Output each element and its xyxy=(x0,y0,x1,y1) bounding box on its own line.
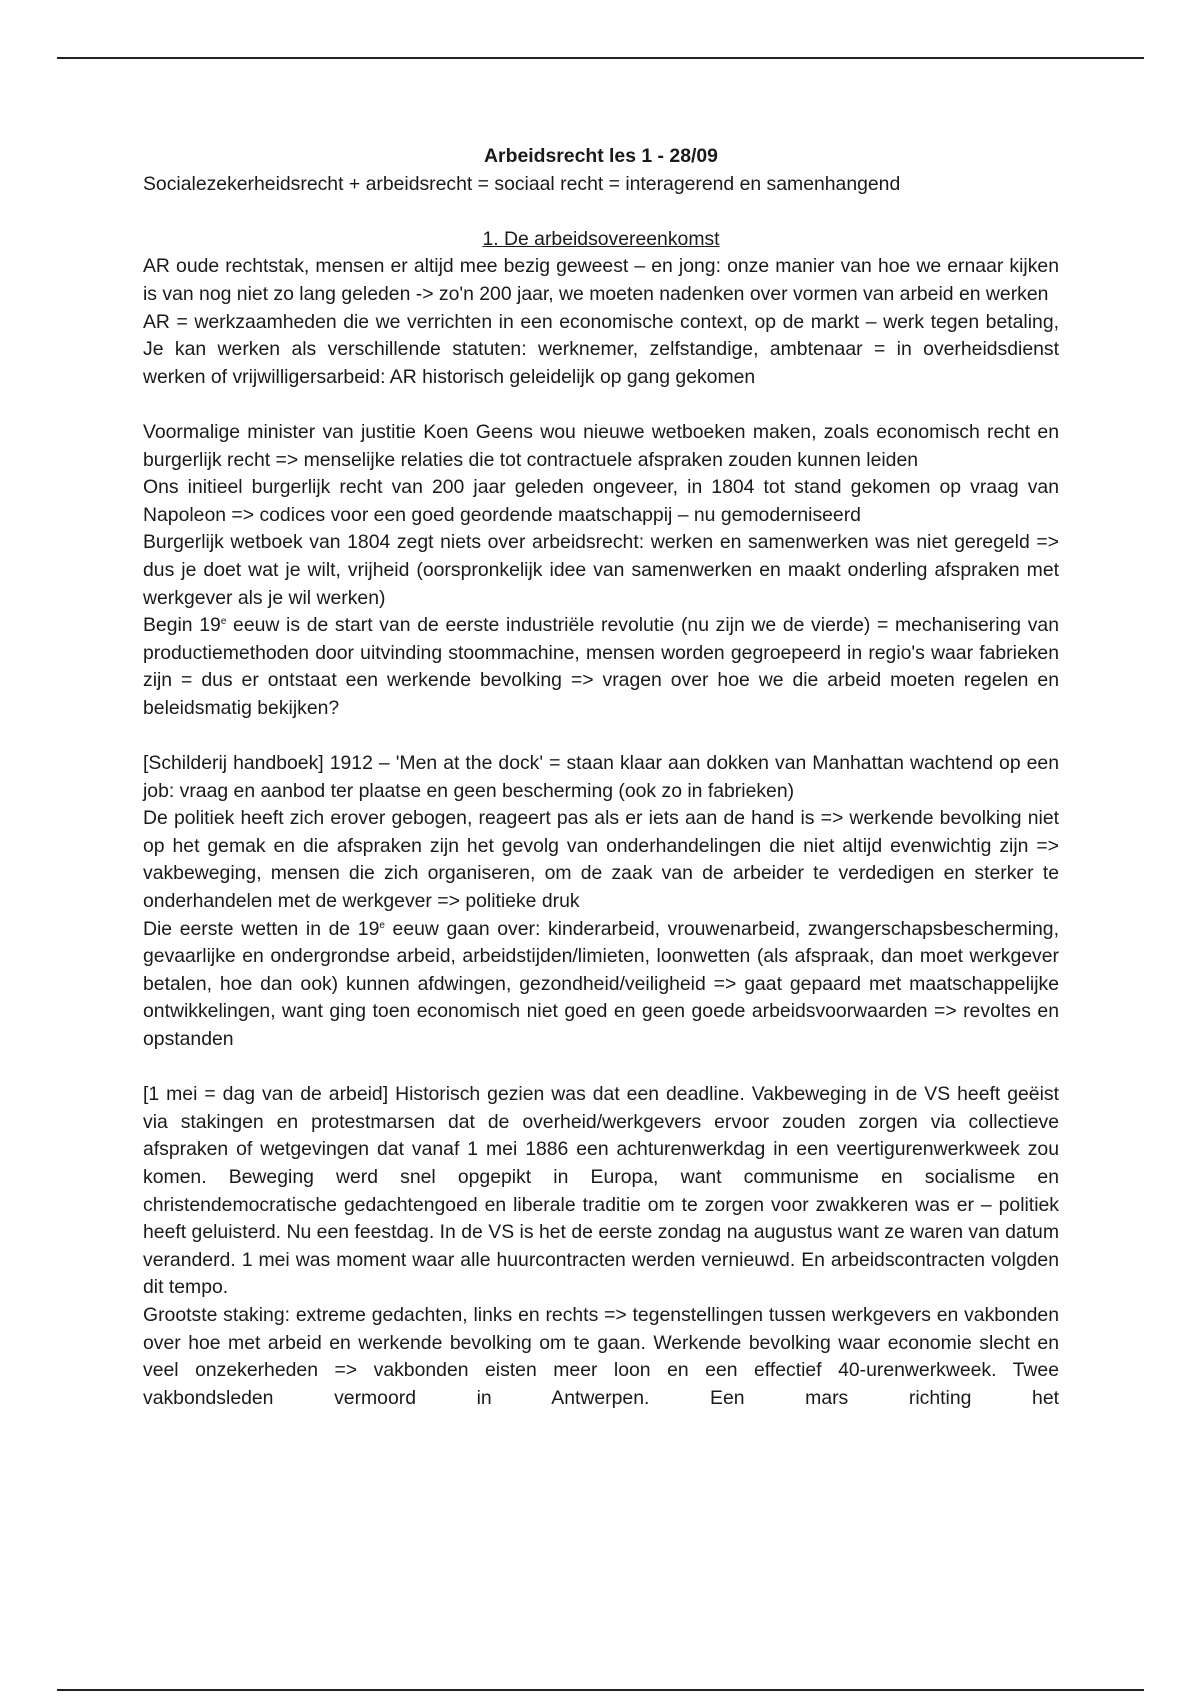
paragraph-text: Begin 19 xyxy=(143,614,221,637)
paragraph: AR oude rechtstak, mensen er altijd mee bezig geweest – en jong: onze manier van hoe we ernaar kijken is van nog niet zo lang geleden -> zo'n 200 jaar, we moeten nadenken over vormen van arbeid en werken xyxy=(143,255,1059,305)
document-title: Arbeidsrecht les 1 - 28/09 xyxy=(484,145,718,167)
section-heading: 1. De arbeidsovereenkomst xyxy=(482,227,720,250)
document-subtitle: Socialezekerheidsrecht + arbeidsrecht = sociaal recht = interagerend en samenhangend xyxy=(143,172,901,195)
superscript: e xyxy=(220,616,227,628)
document-page xyxy=(143,143,1059,1412)
bottom-rule xyxy=(57,1689,1144,1691)
top-rule xyxy=(57,57,1144,59)
paragraph-industrial-revolution xyxy=(143,612,1059,722)
paragraph: Ons initieel burgerlijk recht van 200 jaar geleden ongeveer, in 1804 tot stand gekomen op vraag van Napoleon => codices voor een goed geordende maatschappij – nu gemoderniseerd xyxy=(143,476,1059,526)
paragraph: AR = werkzaamheden die we verrichten in een economische context, op de markt – werk tegen betaling, Je kan werken als verschillende statuten: werknemer, zelfstandige, ambtenaar = in overheidsdienst werken of vrijwilligersarbeid: AR historisch geleidelijk op gang gekomen xyxy=(143,310,1059,388)
spacer xyxy=(143,1054,1059,1082)
superscript: e xyxy=(379,919,385,931)
spacer xyxy=(143,391,1059,419)
paragraph: De politiek heeft zich erover gebogen, reageert pas als er iets aan de hand is => werkende bevolking niet op het gemak en die afspraken zijn het gevolg van onderhandelingen die niet altijd evenwichtig zijn => vakbeweging, mensen die zich organiseren, om de zaak van de arbeider te verdedigen en sterker te onderhandelen met de werkgever => politieke druk xyxy=(143,807,1059,913)
paragraph-text: eeuw gaan over: kinderarbeid, vrouwenarbeid, zwangerschapsbescherming, gevaarlijke en ondergrondse arbeid, arbeidstijden/limieten, loonwetten (als afspraak, dan moet werkgever betalen, hoe dan ook) kunnen afdwingen, gezondheid/veiligheid => gaat gepaard met maatschappelijke ontwikkelingen, want ging toen economisch niet goed en geen goede arbeidsvoorwaarden => revoltes en opstanden xyxy=(143,917,1059,1050)
paragraph-text: eeuw is de start van de eerste industriële revolutie (nu zijn we de vierde) = mechanisering van productiemethoden door uitvinding stoommachine, mensen worden gegroepeerd in regio's waar fabrieken zijn = dus er ontstaat een werkende bevolking => vragen over hoe we die arbeid moeten regelen en beleidsmatig bekijken? xyxy=(143,614,1059,719)
spacer xyxy=(143,722,1059,750)
paragraph: Voormalige minister van justitie Koen Geens wou nieuwe wetboeken maken, zoals economisch recht en burgerlijk recht => menselijke relaties die tot contractuele afspraken zouden kunnen leiden xyxy=(143,420,1059,471)
paragraph: [Schilderij handboek] 1912 – 'Men at the dock' = staan klaar aan dokken van Manhattan wachtend op een job: vraag en aanbod ter plaatse en geen bescherming (ook zo in fabrieken) xyxy=(143,752,1059,802)
paragraph: Grootste staking: extreme gedachten, links en rechts => tegenstellingen tussen werkgevers en vakbonden over hoe met arbeid en werkende bevolking om te gaan. Werkende bevolking waar economie slecht en veel onzekerheden => vakbonden eisten meer loon en een effectief 40-urenwerkweek. Twee vakbondsleden vermoord in Antwerpen. Een mars richting het xyxy=(143,1303,1059,1409)
paragraph: Burgerlijk wetboek van 1804 zegt niets over arbeidsrecht: werken en samenwerken was niet geregeld => dus je doet wat je wilt, vrijheid (oorspronkelijk idee van samenwerken en maakt onderling afspraken met werkgever als je wil werken) xyxy=(143,531,1059,609)
paragraph-text: Die eerste wetten in de 19 xyxy=(143,917,380,940)
paragraph: [1 mei = dag van de arbeid] Historisch gezien was dat een deadline. Vakbeweging in de VS heeft geëist via stakingen en protestmarsen dat de overheid/werkgevers ervoor zouden zorgen via collectieve afspraken of wetgevingen dat vanaf 1 mei 1886 een achturenwerkdag in een veertigurenwerkweek zou komen. Beweging werd snel opgepikt in Europa, want communisme en socialisme en christendemocratische gedachtengoed en liberale traditie om te zorgen voor zwakkeren was er – politiek heeft geluisterd. Nu een feestdag. In de VS is het de eerste zondag na augustus want ze waren van datum veranderd. 1 mei was moment waar alle huurcontracten werden vernieuwd. En arbeidscontracten volgden dit tempo. xyxy=(143,1083,1059,1299)
paragraph-first-laws xyxy=(143,916,1059,1054)
